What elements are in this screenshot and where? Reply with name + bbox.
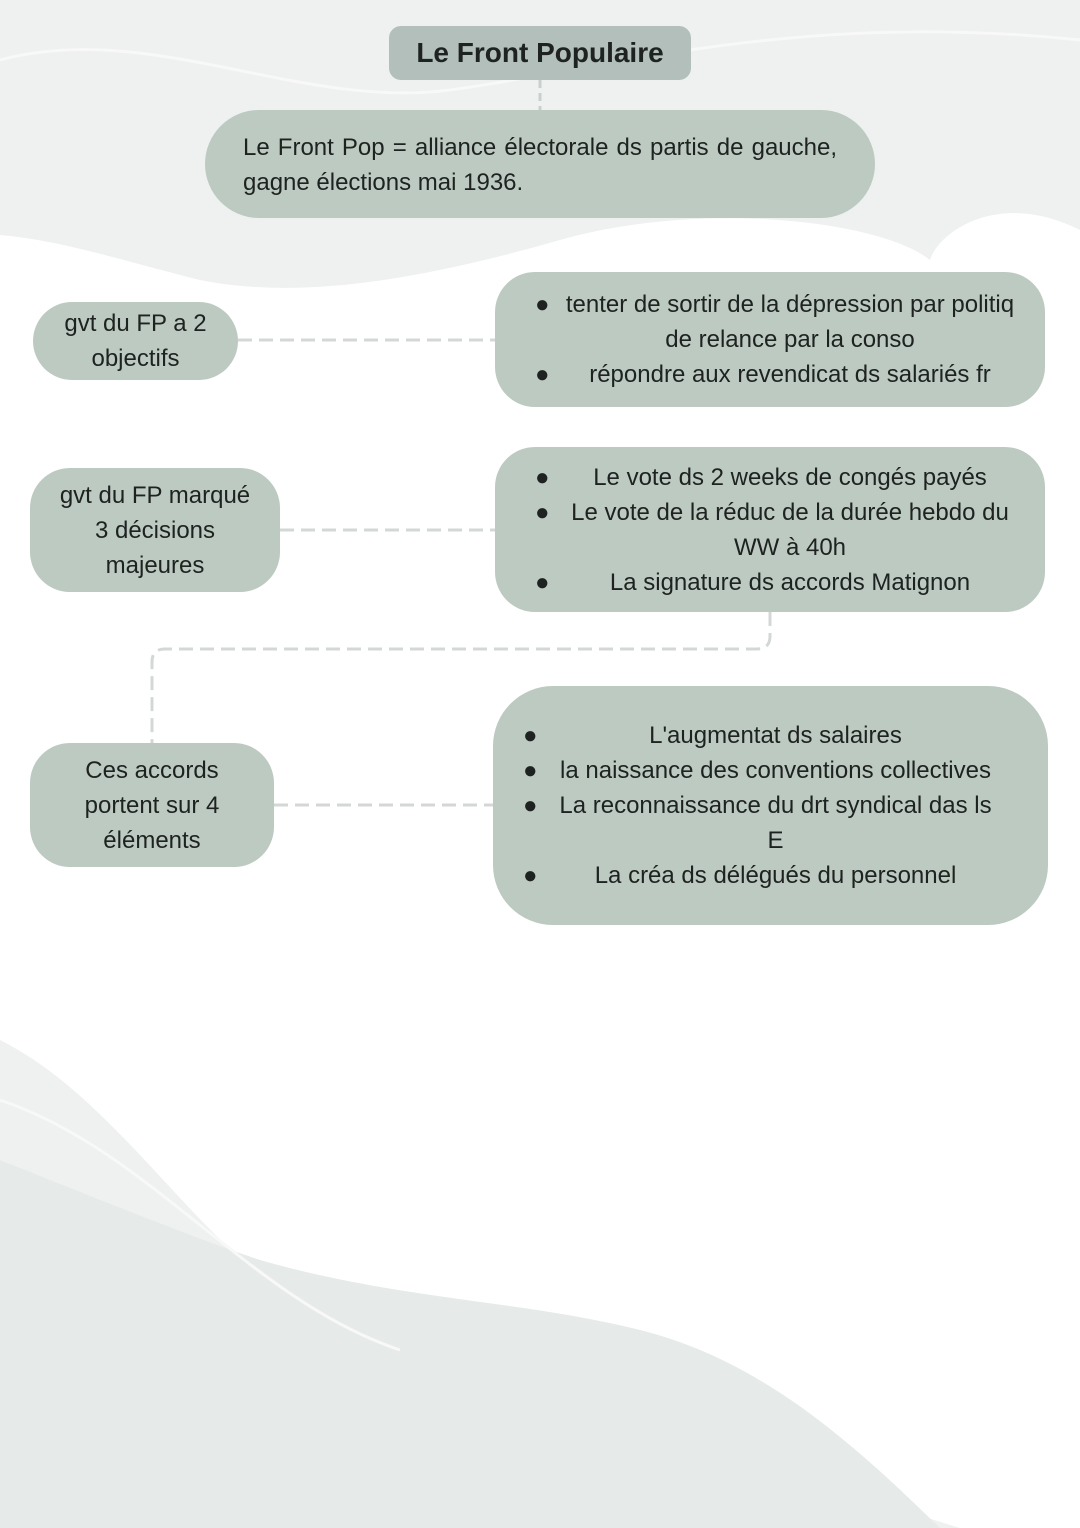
list-item [513,788,998,858]
list-item [525,460,1015,495]
item-text: Le vote ds 2 weeks de congés payés [593,463,987,491]
list-item [525,565,1015,600]
intro-node: Le Front Pop = alliance électorale ds partis de gauche, gagne élections mai 1936. [205,110,875,218]
list-item [513,753,998,788]
list-item [525,495,1015,565]
node-accords [30,743,274,867]
item-text: L'augmentat ds salaires [649,722,902,749]
bullet-icon: ● [535,361,550,388]
diagram-title: Le Front Populaire [389,26,691,80]
objectives-list [495,272,1045,407]
item-text: La signature ds accords Matignon [609,568,971,596]
item-text: répondre aux revendicat ds salariés fr [589,361,991,388]
node-label: gvt du FP marqué 3 décisions majeures [59,481,251,579]
node-label: gvt du FP a 2 objectifs [64,310,207,372]
bullet-icon: ● [535,498,550,526]
accords-list [493,686,1048,925]
bullet-icon: ● [523,862,538,889]
bullet-icon: ● [535,568,550,596]
bullet-icon: ● [523,722,538,749]
list-item [525,357,1015,392]
node-decisions [30,468,280,592]
bullet-icon: ● [523,757,538,784]
list-item [513,718,998,753]
node-objectives [33,302,238,380]
bullet-icon: ● [535,291,550,318]
list-item [513,858,998,893]
item-text: La reconnaissance du drt syndical das ls E [559,792,992,854]
item-text: Le vote de la réduc de la durée hebdo du WW à 40h [571,498,1009,561]
item-text: la naissance des conventions collectives [560,757,991,784]
bullet-icon: ● [523,792,538,819]
decisions-list [495,447,1045,612]
item-text: La créa ds délégués du personnel [594,862,957,889]
item-text: tenter de sortir de la dépression par politiq de relance par la conso [565,291,1015,353]
bullet-icon: ● [535,463,550,491]
node-label: Ces accords portent sur 4 éléments [84,756,220,854]
list-item [525,287,1015,357]
